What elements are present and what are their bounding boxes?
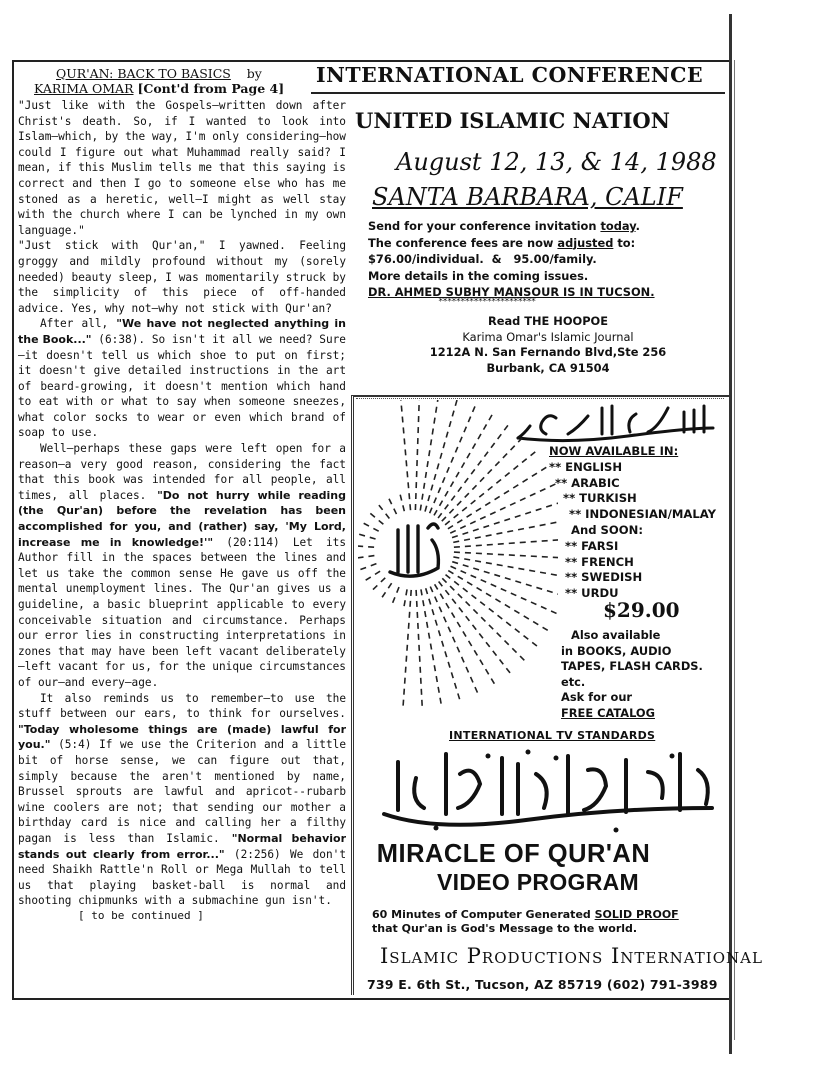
- sunburst-ray: [425, 400, 458, 512]
- sunburst-ray: [416, 590, 422, 710]
- fees-amounts: $76.00/individual. & 95.00/family.: [368, 252, 597, 266]
- sunburst-ray: [361, 522, 379, 531]
- article-title: QUR'AN: BACK TO BASICS: [56, 66, 231, 81]
- miracle-title: MIRACLE OF QUR'AN: [376, 838, 651, 868]
- sunburst-ray: [358, 546, 374, 547]
- sunburst-ray: [358, 556, 374, 559]
- article-paragraph: [18, 441, 346, 691]
- article-text: "Just stick with Qur'an," I yawned. Feeling groggy and mildly profound without my (sorely needed) beauty sleep, I was momentarily struck by the simplicity of this piece of off-handed advice. Yes, why not—why not stick with Qur'an?: [18, 239, 346, 315]
- sunburst-ray: [388, 496, 397, 514]
- sunburst-ray: [453, 519, 558, 542]
- quran-calligraphy-icon: [376, 744, 722, 836]
- language-list: [549, 444, 716, 602]
- sunburst-ray: [377, 503, 389, 519]
- article-paragraph: [18, 691, 346, 909]
- article-paragraph: [18, 98, 346, 238]
- allah-sunburst-icon: [358, 400, 558, 740]
- send-text-a: Send for your conference invitation: [368, 219, 601, 233]
- sunburst-ray: [448, 465, 550, 529]
- quran-quote: "Do not hurry while reading (the Qur'an) before the revelation has been accomplished for you, and (rather) say, 'My Lord, increase me in knowledge!'": [18, 488, 346, 549]
- article-text: (20:114) Let its Author fill in the spaces between the lines and let us take the common sense He gave us off the mental unemployment lines. The Qur'an gives us a guideline, a basic blueprint applicable to every conceivable situation and circumstance. Perhaps our error lies in constructing interpretations in zones that may have been left vacant deliberately—left vacant for us, for the unique circumstances of our—and every—age.: [18, 535, 346, 689]
- language-item: ** INDONESIAN/MALAY: [569, 507, 717, 522]
- also-available-line: Ask for our: [561, 690, 633, 704]
- title-rule: [311, 92, 725, 94]
- sunburst-ray: [392, 587, 399, 606]
- sunburst-ray: [403, 590, 411, 710]
- company-name: Islamic Productions International: [380, 944, 763, 968]
- language-item: And SOON:: [571, 522, 643, 537]
- article-text: After all,: [40, 317, 117, 331]
- sunburst-ray: [452, 501, 558, 538]
- article-by: by: [246, 66, 262, 81]
- star-divider: **********************: [438, 297, 536, 307]
- minutes-text: [372, 908, 726, 936]
- send-text-b: .: [635, 219, 640, 233]
- also-available-line: etc.: [561, 674, 586, 689]
- available-heading: NOW AVAILABLE IN:: [549, 444, 679, 458]
- language-item: ** ARABIC: [555, 475, 620, 490]
- article-author: KARIMA OMAR: [34, 81, 134, 96]
- doctor-notice: DR. AHMED SUBHY MANSOUR IS IN TUCSON.: [368, 285, 655, 299]
- conference-title: INTERNATIONAL CONFERENCE: [316, 63, 704, 87]
- conference-info: [368, 218, 704, 301]
- article-continued: [ to be continued ]: [78, 908, 204, 922]
- language-item: ** TURKISH: [563, 491, 637, 506]
- sunburst-ray: [442, 435, 525, 521]
- sunburst-ray: [442, 578, 527, 663]
- sunburst-ray: [399, 492, 404, 511]
- send-text-u: today: [600, 219, 636, 233]
- article-text: (6:38). So isn't it all we need? Sure—it doesn't tell us which shoe to put on first; it doesn't give detailed instructions in the art of beard-growing, it doesn't mention which hand to eat with or what to say when someone sneezes, what color socks to wear or even which brand of soap to use.: [18, 332, 346, 440]
- hoopoe-block: [398, 314, 698, 376]
- sunburst-ray: [435, 584, 497, 687]
- fees-text-b: to:: [613, 235, 636, 250]
- article-contd: [Cont'd from Page 4]: [137, 81, 285, 96]
- article-text: (2:256) We don't need Shaikh Rattle'n Roll or Mega Mullah to tell us that playing basket-ball is normal and shooting chipmunks with a submachine gun isn't.: [18, 847, 346, 908]
- free-catalog: FREE CATALOG: [561, 705, 655, 720]
- hoopoe-journal: Karima Omar's Islamic Journal: [462, 329, 634, 344]
- also-available-line: in BOOKS, AUDIO: [561, 643, 672, 658]
- ad-price: $29.00: [603, 598, 680, 622]
- sunburst-ray: [452, 562, 558, 597]
- conference-place: SANTA BARBARA, CALIF: [372, 183, 683, 211]
- article-paragraph: [18, 316, 346, 441]
- language-item: ** SWEDISH: [565, 570, 643, 585]
- sunburst-ray: [434, 411, 494, 515]
- minutes-a: 60 Minutes of Computer Generated: [372, 908, 595, 921]
- hoopoe-city: Burbank, CA 91504: [486, 360, 610, 375]
- sunburst-ray: [420, 400, 439, 510]
- article-body: [18, 98, 346, 909]
- article-column: [18, 66, 346, 994]
- article-paragraph: [18, 238, 346, 316]
- sunburst-ray: [415, 400, 419, 510]
- sunburst-ray: [358, 564, 376, 571]
- conference-dates: August 12, 13, & 14, 1988: [396, 148, 717, 176]
- company-address: 739 E. 6th St., Tucson, AZ 85719 (602) 791-3989: [367, 977, 718, 992]
- fees-text-a: The conference fees are now: [368, 235, 558, 250]
- sunburst-ray: [380, 583, 391, 600]
- quran-quote: "Today wholesome things are (made) lawful for you.": [18, 722, 346, 752]
- sunburst-ray: [371, 578, 385, 592]
- minutes-b: that Qur'an is God's Message to the world.: [372, 922, 638, 935]
- margin-rule: [729, 14, 732, 1054]
- sunburst-ray: [400, 400, 410, 510]
- article-text: Well—perhaps these gaps were left open for a reason—a very good reason, considering the fact that this book was intended for all people, all times, all places.: [18, 442, 346, 502]
- language-item: ** ENGLISH: [549, 459, 623, 474]
- tv-standards: INTERNATIONAL TV STANDARDS: [449, 729, 656, 742]
- language-item: ** URDU: [565, 586, 619, 601]
- minutes-u: SOLID PROOF: [594, 908, 679, 921]
- sunburst-ray: [404, 589, 407, 609]
- quran-quote: "We have not neglected anything in the Book...": [18, 317, 346, 346]
- article-byline: [34, 66, 346, 96]
- sunburst-ray: [454, 539, 558, 547]
- sunburst-ray: [448, 571, 551, 633]
- hoopoe-address: 1212A N. San Fernando Blvd,Ste 256: [429, 345, 667, 359]
- sunburst-ray: [454, 552, 558, 558]
- sunburst-ray: [363, 571, 380, 582]
- also-available-line: Also available: [571, 628, 661, 642]
- article-text: (5:4) If we use the Criterion and a little bit of horse sense, we can figure out that, simply because the aren't mentioned by name, Brussel sprouts are lawful and apricot--rubarb wine coolers are not; that sending our mother a birthday card is nice and calling her a filthy pagan is less than Islamic.: [18, 738, 346, 845]
- sunburst-ray: [358, 533, 376, 539]
- sunburst-ray: [453, 557, 558, 578]
- language-item: ** FARSI: [565, 538, 619, 553]
- also-available-line: TAPES, FLASH CARDS.: [561, 659, 703, 673]
- more-details: More details in the coming issues.: [368, 268, 589, 283]
- sunburst-ray: [430, 403, 477, 513]
- quran-quote: "Normal behavior stands out clearly from error...": [18, 831, 346, 861]
- hoopoe-read: Read THE HOOPOE: [487, 314, 609, 328]
- conference-nation: UNITED ISLAMIC NATION: [355, 108, 670, 133]
- language-item: ** FRENCH: [565, 554, 634, 569]
- sunburst-ray: [368, 511, 383, 524]
- video-program-title: VIDEO PROGRAM: [437, 869, 639, 895]
- fees-text-u: adjusted: [557, 235, 614, 250]
- also-available: [561, 628, 703, 721]
- margin-rule-thin: [734, 60, 735, 1040]
- sunburst-ray: [438, 422, 510, 518]
- article-text: "Just like with the Gospels—written down after Christ's death. So, if I wanted to look into Islam—which, by the way, I'm only considering—how could I figure out what Muhammad really said? I mean, if this Muslim tells me that this saying is correct and then I go to someone else who has me stoned as a heretic, well—I might as well stay with the church where I can be lynched in my own language.": [18, 99, 346, 237]
- article-text: It also reminds us to remember—to use the stuff between our ears, to think for ourselves.: [18, 691, 346, 721]
